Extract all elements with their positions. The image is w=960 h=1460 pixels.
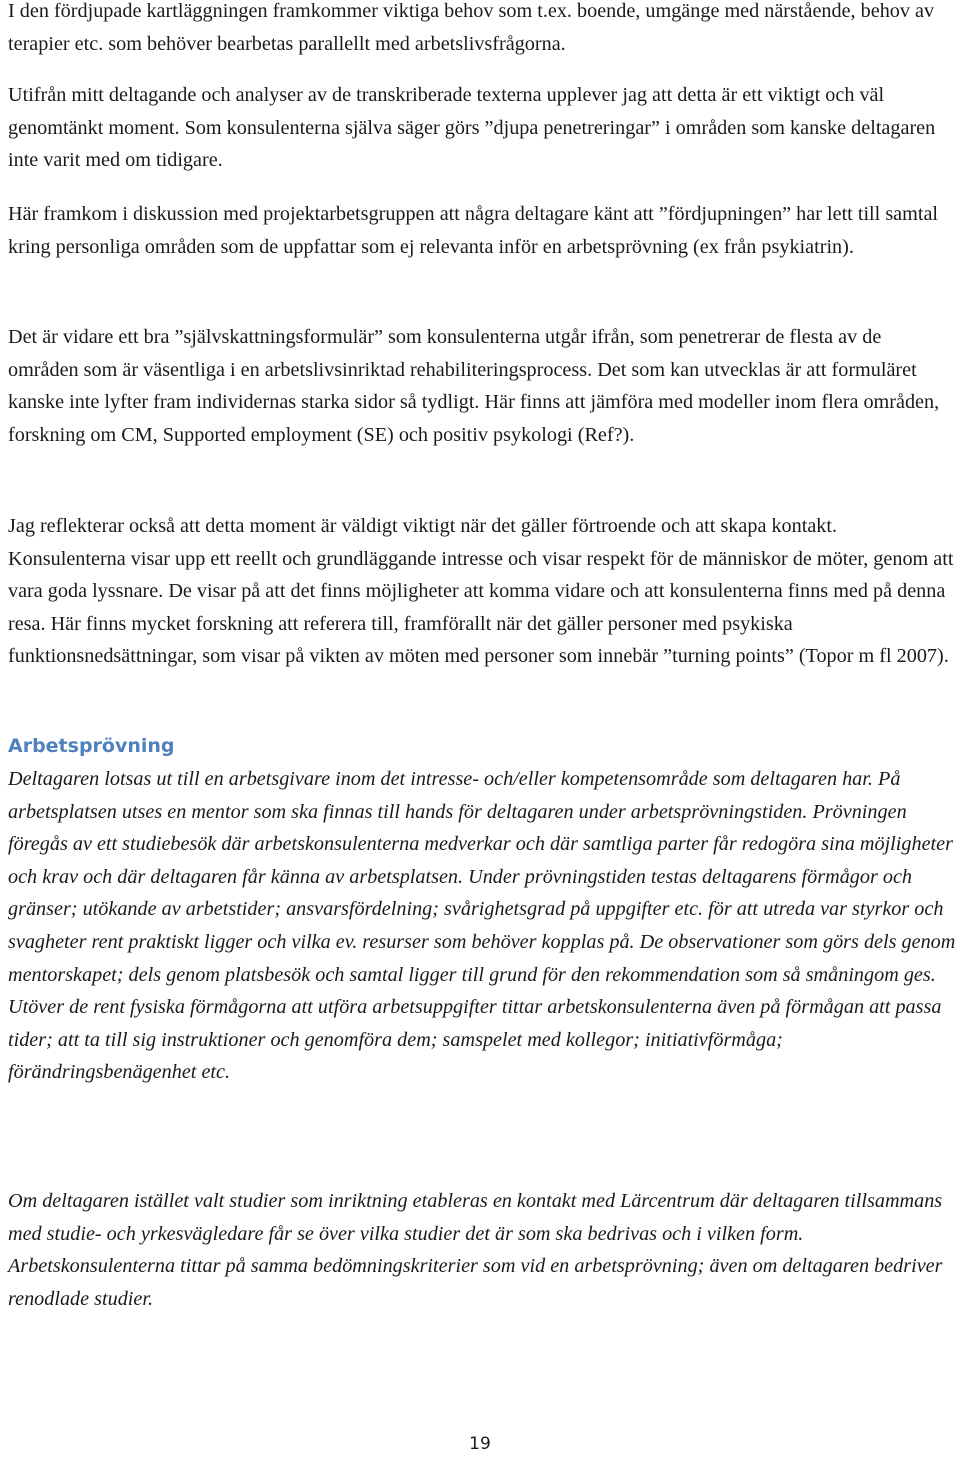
body-paragraph: Det är vidare ett bra ”självskattningsformulär” som konsulenterna utgår ifrån, som penetrerar de flesta av de områden som är väsentliga i en arbetslivsinriktad rehabiliteringsprocess. Det som kan utvecklas är att formuläret kanske inte lyfter fram individernas starka sidor så tydligt. Här finns att jämföra med modeller inom flera områden, forskning om CM, Supported employment (SE) och positiv psykologi (Ref?). bbox=[8, 326, 940, 446]
italic-paragraph: Deltagaren lotsas ut till en arbetsgivare inom det intresse- och/eller kompetensområde som deltagaren har. På arbetsplatsen utses en mentor som ska finnas till hands för deltagaren under arbetsprövningstiden. Prövningen föregås av ett studiebesök där arbetskonsulenterna medverkar och där samtliga parter får redogöra sina möjligheter och krav och där deltagaren får känna av arbetsplatsen. Under prövningstiden testas deltagarens förmågor och gränser; utökande av arbetstider; ansvarsfördelning; svårighetsgrad på uppgifter etc. för att utreda var styrkor och svagheter rent praktiskt ligger och vilka ev. resurser som behöver kopplas på. De observationer som görs dels genom mentorskapet; dels genom platsbesök och samtal ligger till grund för den rekommendation som så småningom ges. Utöver de rent fysiska förmågorna att utföra arbetsuppgifter tittar arbetskonsulenterna även på förmågan att passa tider; att ta till sig instruktioner och genomföra dem; samspelet med kollegor; initiativförmåga; förändringsbenägenhet etc. bbox=[8, 768, 956, 1084]
body-paragraph: Jag reflekterar också att detta moment är väldigt viktigt när det gäller förtroende och att skapa kontakt. Konsulenterna visar upp ett reellt och grundläggande intresse och visar respekt för de människor de möter, genom att vara goda lyssnare. De visar på att det finns möjligheter att komma vidare och att konsulenterna finns med på denna resa. Här finns mycket forskning att referera till, framförallt när det gäller personer med psykiska funktionsnedsättningar, som visar på vikten av möten med personer som innebär ”turning points” (Topor m fl 2007). bbox=[8, 515, 954, 668]
body-paragraph: Utifrån mitt deltagande och analyser av de transkriberade texterna upplever jag att detta är ett viktigt och väl genomtänkt moment. Som konsulenterna själva säger görs ”djupa penetreringar” i områden som kanske deltagaren inte varit med om tidigare. bbox=[8, 84, 936, 172]
page-number: 19 bbox=[469, 1434, 491, 1454]
body-paragraph: Här framkom i diskussion med projektarbetsgruppen att några deltagare känt att ”fördjupningen” har lett till samtal kring personliga områden som de uppfattar som ej relevanta inför en arbetsprövning (ex från psykiatrin). bbox=[8, 203, 939, 258]
section-heading: Arbetsprövning bbox=[8, 735, 175, 757]
body-paragraph: I den fördjupade kartläggningen framkommer viktiga behov som t.ex. boende, umgänge med närstående, behov av terapier etc. som behöver bearbetas parallellt med arbetslivsfrågorna. bbox=[8, 0, 935, 55]
italic-paragraph: Om deltagaren istället valt studier som inriktning etableras en kontakt med Lärcentrum där deltagaren tillsammans med studie- och yrkesvägledare får se över vilka studier det är som ska bedrivas och i vilken form. Arbetskonsulenterna tittar på samma bedömningskriterier som vid en arbetsprövning; även om deltagaren bedriver renodlade studier. bbox=[8, 1190, 943, 1310]
